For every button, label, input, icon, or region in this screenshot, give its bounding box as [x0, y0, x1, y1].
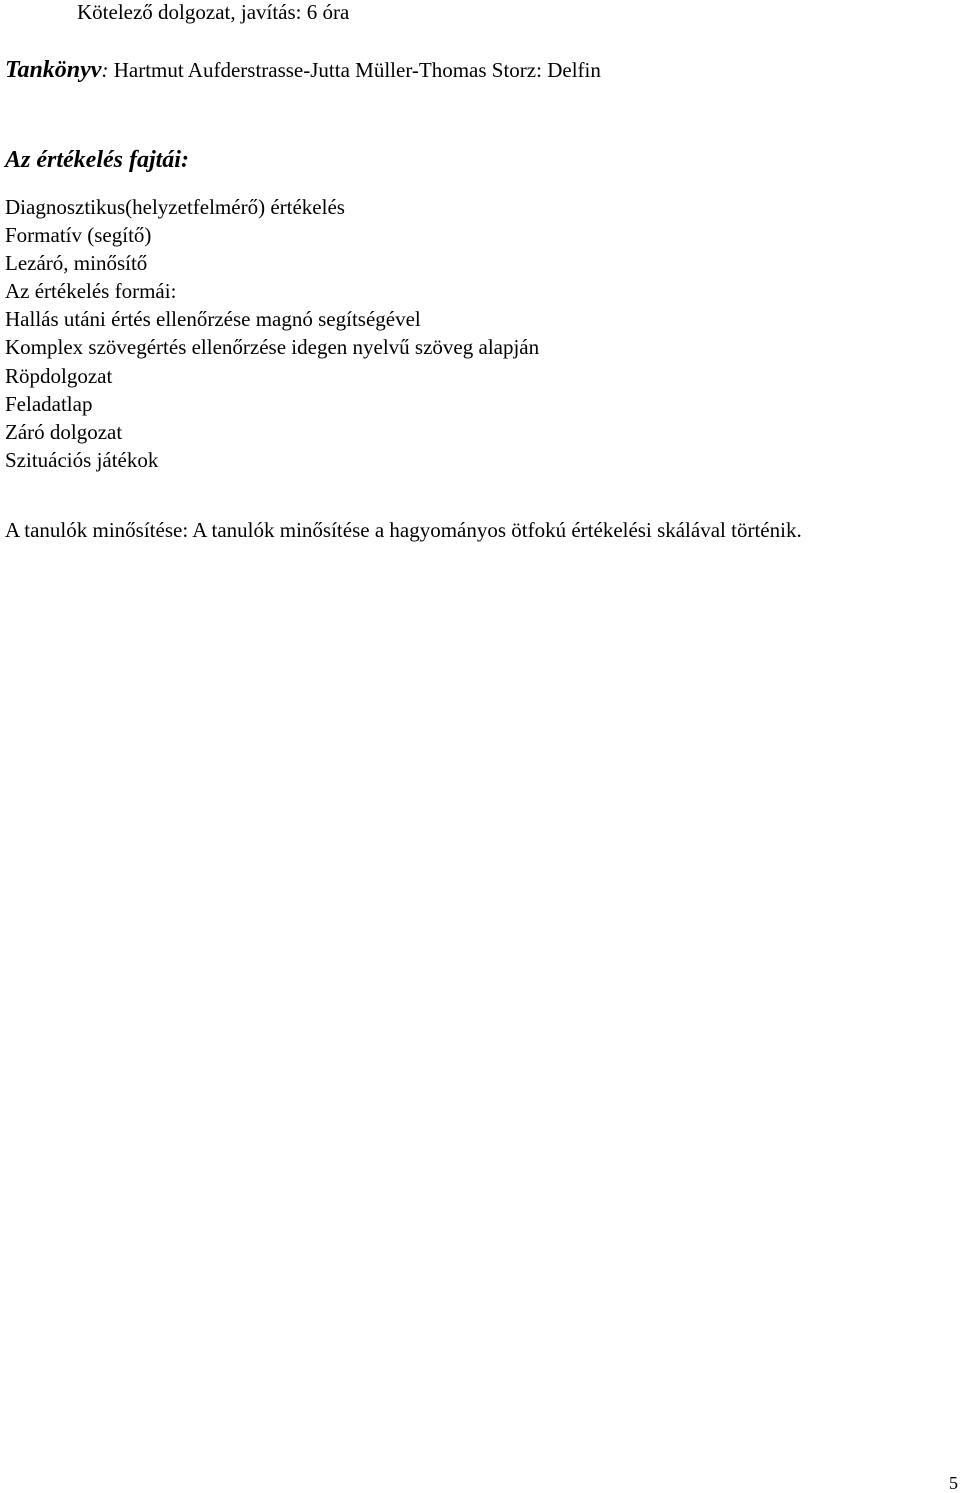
- list-item: Szituációs játékok: [5, 447, 159, 472]
- grading-paragraph: A tanulók minősítése: A tanulók minősítése a hagyományos ötfokú értékelési skálával történik.: [5, 518, 802, 542]
- evaluation-list: [5, 195, 539, 476]
- exam-note: Kötelező dolgozat, javítás: 6 óra: [77, 0, 350, 24]
- list-item: Lezáró, minősítő: [5, 251, 148, 276]
- list-item: Hallás utáni értés ellenőrzése magnó segítségével: [5, 307, 421, 332]
- list-item: Diagnosztikus(helyzetfelmérő) értékelés: [5, 195, 345, 219]
- evaluation-types-heading: Az értékelés fajtái:: [5, 147, 189, 173]
- textbook-colon: :: [101, 58, 109, 82]
- textbook-label: Tankönyv: [5, 57, 102, 83]
- list-item: Formatív (segítő): [5, 223, 152, 248]
- textbook-line: [5, 58, 601, 82]
- page-number: 5: [949, 1473, 958, 1493]
- list-item: Feladatlap: [5, 391, 93, 416]
- list-item: Az értékelés formái:: [5, 279, 177, 304]
- list-item: Záró dolgozat: [5, 419, 123, 444]
- textbook-value: Hartmut Aufderstrasse-Jutta Müller-Thomas Storz: Delfin: [108, 58, 601, 82]
- list-item: Röpdolgozat: [5, 363, 113, 388]
- list-item: Komplex szövegértés ellenőrzése idegen nyelvű szöveg alapján: [5, 335, 540, 360]
